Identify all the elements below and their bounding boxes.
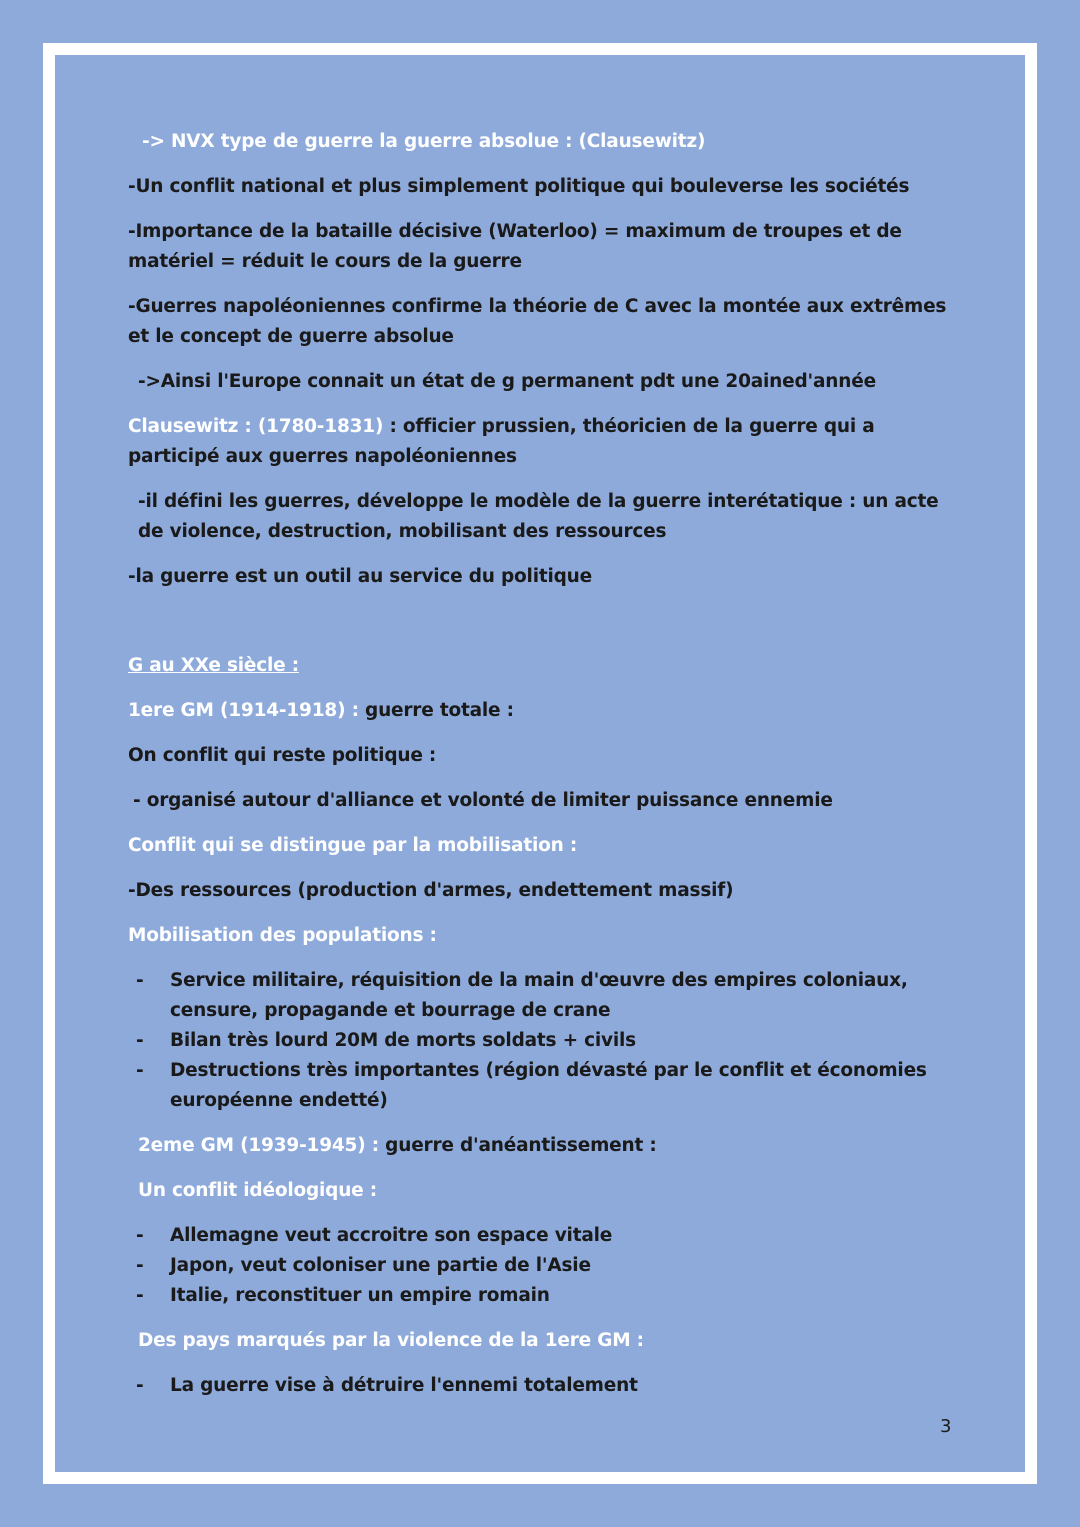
- paragraph: -il défini les guerres, développe le modèle de la guerre interétatique : un acte de violence, destruction, mobilisant des ressources: [138, 491, 939, 542]
- dash-bullet: -: [136, 1285, 144, 1306]
- list-violence: [128, 1371, 958, 1401]
- paragraph: On conflit qui reste politique :: [128, 745, 437, 766]
- paragraph: - organisé autour d'alliance et volonté de limiter puissance ennemie: [133, 790, 833, 811]
- paragraph: -Un conflit national et plus simplement politique qui bouleverse les sociétés: [128, 176, 910, 197]
- list-item: - Service militaire, réquisition de la main d'œuvre des empires coloniaux, censure, propagande et bourrage de crane: [128, 966, 958, 1026]
- ww2-heading: 2eme GM (1939-1945) :: [138, 1135, 379, 1156]
- list-ideological: [128, 1221, 958, 1311]
- clausewitz-text: : officier prussien, théoricien de la guerre qui a participé aux guerres napoléoniennes: [128, 416, 875, 467]
- paragraph-clausewitz: [128, 412, 958, 472]
- document-body: [128, 127, 958, 1416]
- dash-bullet: -: [136, 1255, 144, 1276]
- list-item: - Bilan très lourd 20M de morts soldats + civils: [128, 1026, 958, 1056]
- paragraph: ->Ainsi l'Europe connait un état de g permanent pdt une 20ained'année: [138, 371, 876, 392]
- paragraph-ww1: [128, 696, 958, 726]
- list-item: - Allemagne veut accroitre son espace vitale: [128, 1221, 958, 1251]
- dash-bullet: -: [136, 1030, 144, 1051]
- paragraph: -Des ressources (production d'armes, endettement massif): [128, 880, 734, 901]
- subheading-mobilisation: Conflit qui se distingue par la mobilisation :: [128, 835, 578, 856]
- subheading-violence: Des pays marqués par la violence de la 1ere GM :: [138, 1330, 644, 1351]
- paragraph: -Guerres napoléoniennes confirme la théorie de C avec la montée aux extrêmes et le concept de guerre absolue: [128, 296, 947, 347]
- list-mobilisation: [128, 966, 958, 1116]
- ww1-text: guerre totale :: [358, 700, 514, 721]
- dash-bullet: -: [136, 970, 144, 991]
- paragraph: -la guerre est un outil au service du politique: [128, 566, 592, 587]
- section-heading-xxe: G au XXe siècle :: [128, 655, 299, 676]
- ww1-heading: 1ere GM (1914-1918) :: [128, 700, 359, 721]
- dash-bullet: -: [136, 1375, 144, 1396]
- clausewitz-heading: Clausewitz : (1780-1831): [128, 416, 384, 437]
- spacer: [128, 607, 958, 651]
- list-item: - Destructions très importantes (région dévasté par le conflit et économies européenne endetté): [128, 1056, 958, 1116]
- subheading-ideological: Un conflit idéologique :: [138, 1180, 377, 1201]
- subheading-populations: Mobilisation des populations :: [128, 925, 437, 946]
- list-item: - Japon, veut coloniser une partie de l'Asie: [128, 1251, 958, 1281]
- list-item: - Italie, reconstituer un empire romain: [128, 1281, 958, 1311]
- dash-bullet: -: [136, 1225, 144, 1246]
- ww2-text: guerre d'anéantissement :: [378, 1135, 657, 1156]
- list-item: - La guerre vise à détruire l'ennemi totalement: [128, 1371, 958, 1401]
- page: [55, 55, 1025, 1472]
- dash-bullet: -: [136, 1060, 144, 1081]
- paragraph-ww2: [128, 1131, 958, 1161]
- heading-absolute-war: -> NVX type de guerre la guerre absolue : (Clausewitz): [142, 131, 706, 152]
- paragraph: -Importance de la bataille décisive (Waterloo) = maximum de troupes et de matériel = réduit le cours de la guerre: [128, 221, 902, 272]
- page-number: 3: [940, 1416, 952, 1437]
